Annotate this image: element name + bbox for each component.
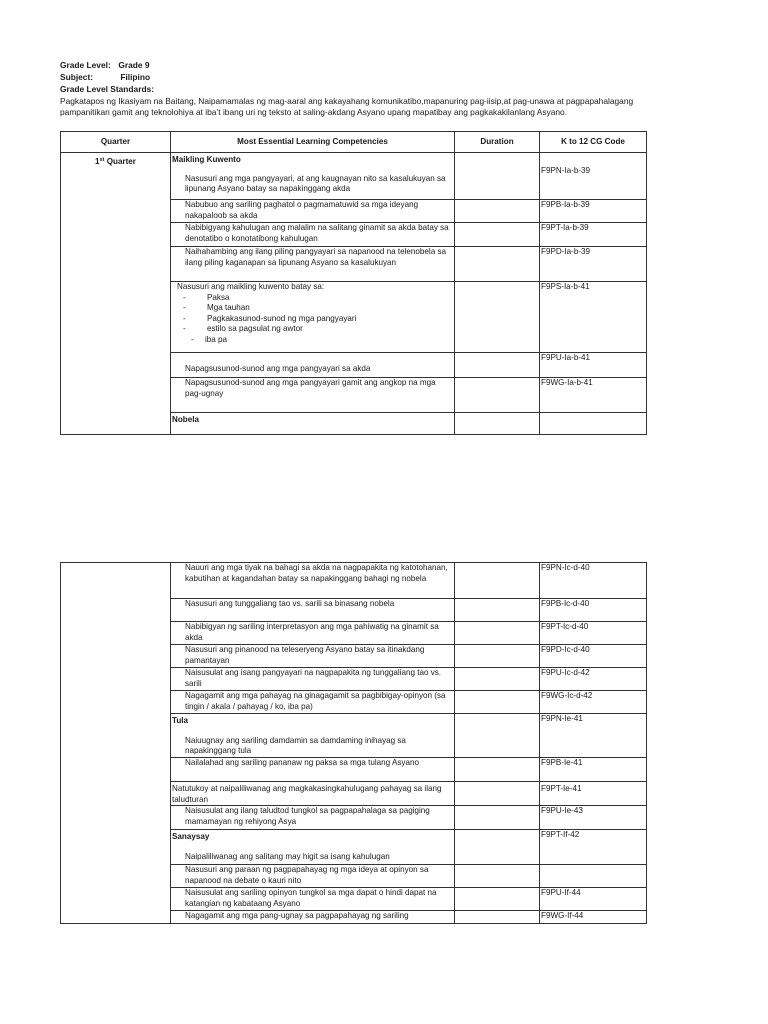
quarter-superscript: st <box>99 157 105 163</box>
competency-table-page1 <box>60 131 647 435</box>
section-nobela: Nobela <box>171 413 455 435</box>
competency-cell: Nasusuri ang paraan ng pagpapahayag ng mga ideya at opinyon sa napanood na debate o kauri nito <box>171 865 455 888</box>
duration-cell <box>455 247 540 282</box>
duration-cell <box>455 153 540 200</box>
code-cell <box>540 413 647 435</box>
table-header-row <box>61 132 647 153</box>
duration-cell <box>455 200 540 223</box>
analysis-intro: Nasusuri ang maikling kuwento batay sa: <box>177 282 325 291</box>
competency-cell: Nagagamit ang mga pang-ugnay sa pagpapahayag ng sariling <box>171 911 455 924</box>
duration-cell <box>455 714 540 758</box>
section-sanaysay: Sanaysay <box>172 832 210 841</box>
subject-label: Subject: <box>60 72 94 82</box>
code-cell: F9PT-Ie-41 <box>540 782 647 806</box>
header-competencies: Most Essential Learning Competencies <box>171 132 455 153</box>
code-cell: F9PU-Ia-b-41 <box>540 353 647 378</box>
duration-cell <box>455 758 540 782</box>
code-cell: F9WG-Ic-d-42 <box>540 691 647 714</box>
quarter-cell <box>61 563 171 924</box>
competency-text: Nasusuri ang mga pangyayari, at ang kaugnayan nito sa kasalukuyan sa lipunang Asyano batay sa napakinggang akda <box>185 173 446 193</box>
competency-cell: Nauuri ang mga tiyak na bahagi sa akda na nagpapakita ng katotohanan, kabutihan at kagandahan batay sa napakinggang bahagi ng nobela <box>171 563 455 599</box>
code-cell: F9PD-Ia-b-39 <box>540 247 647 282</box>
quarter-number: 1 <box>95 157 100 166</box>
header-quarter: Quarter <box>61 132 171 153</box>
table-row <box>61 153 647 200</box>
quarter-cell <box>61 153 171 435</box>
competency-cell: Nailalahad ang sariling pananaw ng paksa sa mga tulang Asyano <box>171 758 455 782</box>
list-item: - iba pa <box>177 335 454 346</box>
duration-cell <box>455 668 540 691</box>
standards-text: Pagkatapos ng Ikasiyam na Baitang, Naipamamalas ng mag-aaral ang kakayahang komunikatibo,mapanuring pag-iisip,at pag-unawa at pagpapahalagang pampanitikan gamit ang teknolohiya at iba’t ibang uri ng teksto at saling-akdang Asyano upang mapatibay ang pagkakakilanlang Asyano. <box>60 96 634 117</box>
code-cell: F9PB-Ie-41 <box>540 758 647 782</box>
duration-cell <box>455 378 540 413</box>
code-cell: F9PB-Ic-d-40 <box>540 599 647 622</box>
competency-text: Naiuugnay ang sariling damdamin sa damdaming inihayag sa napakinggang tula <box>185 735 406 755</box>
code-cell: F9PN-Ie-41 <box>540 714 647 758</box>
duration-cell <box>455 282 540 353</box>
competency-cell: Napagsusunod-sunod ang mga pangyayari gamit ang angkop na mga pag-ugnay <box>171 378 455 413</box>
code-cell: F9WG-If-44 <box>540 911 647 924</box>
duration-cell <box>455 830 540 865</box>
duration-cell <box>455 865 540 888</box>
code-cell: F9PN-Ia-b-39 <box>540 153 647 200</box>
standards-heading-line <box>60 84 154 95</box>
standards-label: Grade Level Standards: <box>60 84 155 94</box>
competency-cell: Nabubuo ang sariling paghatol o pagmamatuwid sa mga ideyang nakapaloob sa akda <box>171 200 455 223</box>
duration-cell <box>455 911 540 924</box>
code-cell: F9PU-Ic-d-42 <box>540 668 647 691</box>
grade-level-value: Grade 9 <box>118 60 150 70</box>
code-cell: F9PN-Ic-d-40 <box>540 563 647 599</box>
duration-cell <box>455 622 540 645</box>
code-cell: F9PS-Ia-b-41 <box>540 282 647 353</box>
competency-cell: Naisusulat ang ilang taludtod tungkol sa pagpapahalaga sa pagiging mamamayan ng rehiyong Asya <box>171 806 455 830</box>
code-cell: F9PU-If-44 <box>540 888 647 911</box>
code-cell: F9WG-Ia-b-41 <box>540 378 647 413</box>
duration-cell <box>455 353 540 378</box>
table-row <box>61 563 647 599</box>
competency-cell: Naihahambing ang ilang piling pangyayari sa napanood na telenobela sa ilang piling kaganapan sa lipunang Asyano sa kasalukuyan <box>171 247 455 282</box>
duration-cell <box>455 645 540 668</box>
list-item: - Mga tauhan <box>177 303 454 314</box>
duration-cell <box>455 599 540 622</box>
code-cell: F9PU-Ie-43 <box>540 806 647 830</box>
competency-cell: Napagsusunod-sunod ang mga pangyayari sa akda <box>171 353 455 378</box>
subject-value: Filipino <box>120 72 151 82</box>
competency-cell <box>171 153 455 200</box>
code-cell: F9PT-Ic-d-40 <box>540 622 647 645</box>
duration-cell <box>455 888 540 911</box>
subject-line <box>60 72 150 83</box>
code-cell: F9PT-If-42 <box>540 830 647 865</box>
list-item: - Pagkakasunod-sunod ng mga pangyayari <box>177 314 454 325</box>
duration-cell <box>455 563 540 599</box>
competency-cell <box>171 830 455 865</box>
duration-cell <box>455 691 540 714</box>
competency-cell: Naisusulat ang sariling opinyon tungkol sa mga dapat o hindi dapat na katangian ng kabataang Asyano <box>171 888 455 911</box>
duration-cell <box>455 413 540 435</box>
competency-cell: Nasusuri ang pinanood na teleseryeng Asyano batay sa itinakdang pamantayan <box>171 645 455 668</box>
duration-cell <box>455 782 540 806</box>
section-tula: Tula <box>172 716 189 725</box>
section-maikling-kuwento: Maikling Kuwento <box>172 155 241 164</box>
header-duration: Duration <box>455 132 540 153</box>
grade-level-label: Grade Level: <box>60 60 111 70</box>
competency-cell <box>171 714 455 758</box>
list-item: - estilo sa pagsulat ng awtor <box>177 324 454 335</box>
header-code: K to 12 CG Code <box>540 132 647 153</box>
competency-cell: Nasusuri ang tunggaliang tao vs. sarili sa binasang nobela <box>171 599 455 622</box>
code-cell <box>540 865 647 888</box>
competency-cell: Nagagamit ang mga pahayag na ginagagamit sa pagbibigay-opinyon (sa tingin / akala / pahayag / ko, iba pa) <box>171 691 455 714</box>
code-cell: F9PT-Ia-b-39 <box>540 223 647 247</box>
list-item: - Paksa <box>177 293 454 304</box>
competency-cell: Natutukoy at naipaliliwanag ang magkakasingkahulugang pahayag sa ilang taludturan <box>171 782 455 806</box>
analysis-list <box>177 293 454 346</box>
duration-cell <box>455 223 540 247</box>
grade-level-line <box>60 60 150 71</box>
competency-table-page2 <box>60 562 647 924</box>
quarter-word: Quarter <box>104 157 136 166</box>
competency-cell: Nabibigyang kahulugan ang malalim na salitang ginamit sa akda batay sa denotatibo o konotatibong kahulugan <box>171 223 455 247</box>
competency-cell <box>171 282 455 353</box>
competency-cell: Nabibigyan ng sariling interpretasyon ang mga pahiwatig na ginamit sa akda <box>171 622 455 645</box>
code-cell: F9PD-Ic-d-40 <box>540 645 647 668</box>
duration-cell <box>455 806 540 830</box>
code-cell: F9PB-Ia-b-39 <box>540 200 647 223</box>
competency-cell: Naisusulat ang isang pangyayari na nagpapakita ng tunggaliang tao vs. sarili <box>171 668 455 691</box>
competency-text: Naipaliliwanag ang salitang may higit sa isang kahulugan <box>185 851 390 861</box>
